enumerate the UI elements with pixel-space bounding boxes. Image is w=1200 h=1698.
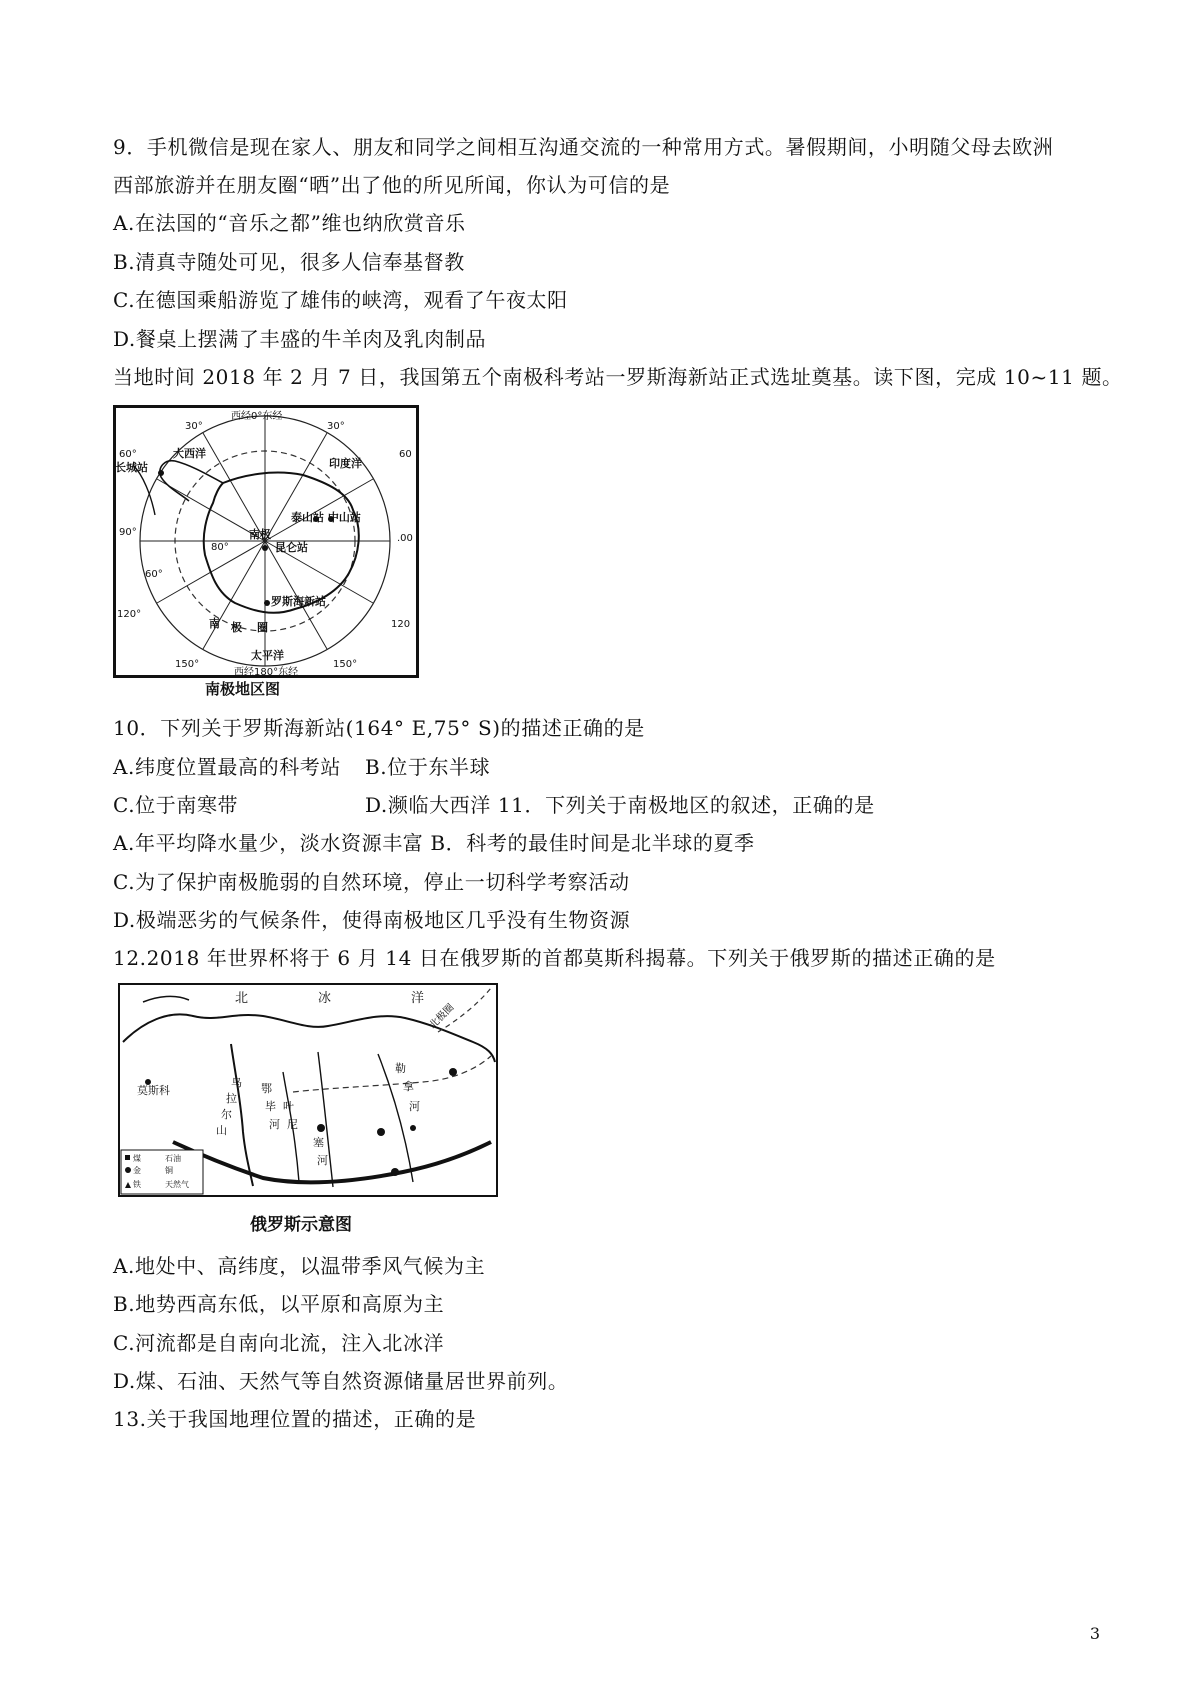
- legend-iron: 铁: [133, 1180, 141, 1189]
- q11-option-d: D.极端恶劣的气候条件，使得南极地区几乎没有生物资源: [113, 908, 631, 932]
- map-deg-30-right: 30°: [327, 421, 345, 432]
- q9-option-d: D.餐桌上摆满了丰盛的牛羊肉及乳肉制品: [113, 327, 487, 351]
- map-deg-150-left: 150°: [175, 659, 200, 670]
- map-deg-60-left: 60°: [119, 449, 137, 460]
- russia-map: [113, 982, 503, 1197]
- russia-ob-2: 毕: [265, 1100, 276, 1113]
- russia-map-caption: 俄罗斯示意图: [250, 1215, 352, 1235]
- legend-gas: 天然气: [165, 1180, 189, 1189]
- russia-lena-2: 拿: [403, 1080, 414, 1093]
- russia-ural-1: 乌: [231, 1076, 242, 1089]
- map-south-pole: 南极: [249, 528, 271, 541]
- map-deg-60-right: 60: [399, 449, 412, 460]
- q12-option-a: A.地处中、高纬度，以温带季风气候为主: [113, 1254, 486, 1278]
- map-deg-30-left: 30°: [185, 421, 203, 432]
- q10-option-d-q11-stem: D.濒临大西洋 11．下列关于南极地区的叙述，正确的是: [365, 793, 875, 817]
- russia-ob-1: 鄂: [261, 1082, 272, 1095]
- map-label-bottom: 西经180°东经: [234, 667, 299, 678]
- legend-gold: 金: [133, 1166, 141, 1175]
- russia-ob-3: 河: [269, 1118, 280, 1131]
- russia-yenisei-2: 尼: [287, 1118, 298, 1131]
- q9-option-c: C.在德国乘船游览了雄伟的峡湾，观看了午夜太阳: [113, 288, 568, 312]
- map-deg-90-right: .00: [397, 533, 413, 544]
- q12-option-d: D.煤、石油、天然气等自然资源储量居世界前列。: [113, 1369, 569, 1393]
- map-label-top: 西经0°东经: [231, 411, 283, 422]
- map-luosihai: 罗斯海新站: [271, 595, 326, 608]
- map-kunlun: 昆仑站: [275, 541, 308, 554]
- russia-moscow: 莫斯科: [137, 1084, 170, 1097]
- q12-stem: 12.2018 年世界杯将于 6 月 14 日在俄罗斯的首都莫斯科揭幕。下列关于俄罗斯的描述正确的是: [113, 946, 996, 970]
- q11-option-c: C.为了保护南极脆弱的自然环境，停止一切科学考察活动: [113, 870, 630, 894]
- q9-option-b: B.清真寺随处可见，很多人信奉基督教: [113, 250, 465, 274]
- legend-coal: 煤: [133, 1154, 141, 1163]
- q10-stem: 10．下列关于罗斯海新站(164° E,75° S)的描述正确的是: [113, 716, 645, 740]
- q9-line1: 9．手机微信是现在家人、朋友和同学之间相互沟通交流的一种常用方式。暑假期间，小明随父母去欧洲: [113, 135, 1054, 159]
- q9-option-a: A.在法国的“音乐之都”维也纳欣赏音乐: [113, 211, 466, 235]
- map-deg-60-inner: 60°: [145, 569, 163, 580]
- q10-option-a: A.纬度位置最高的科考站: [113, 755, 342, 779]
- map-changcheng: 长城站: [115, 461, 148, 474]
- map-deg-150-right: 150°: [333, 659, 358, 670]
- map-indian: 印度洋: [329, 457, 362, 470]
- russia-ural-2: 拉: [226, 1092, 237, 1105]
- antarctica-map: [113, 405, 423, 700]
- russia-label-yang: 洋: [411, 991, 425, 1006]
- legend-oil: 石油: [165, 1154, 181, 1163]
- q11-option-ab: A.年平均降水量少，淡水资源丰富 B．科考的最佳时间是北半球的夏季: [113, 831, 755, 855]
- map-pacific: 太平洋: [251, 649, 284, 662]
- map-deg-120-right: 120: [391, 619, 411, 630]
- map-deg-90-left: 90°: [119, 527, 137, 538]
- q13-stem: 13.关于我国地理位置的描述，正确的是: [113, 1407, 477, 1431]
- map-atlantic: 大西洋: [173, 447, 206, 460]
- russia-lena-3: 河: [409, 1100, 420, 1113]
- map-taishan-zhongshan: 泰山站 中山站: [291, 511, 361, 524]
- q12-option-c: C.河流都是自南向北流，注入北冰洋: [113, 1331, 445, 1355]
- map-circle-2: 极: [231, 621, 242, 634]
- intro-10-11: 当地时间 2018 年 2 月 7 日，我国第五个南极科考站一罗斯海新站正式选址奠基。读下图，完成 10~11 题。: [113, 365, 1123, 389]
- antarctica-map-caption: 南极地区图: [205, 680, 281, 698]
- map-deg-120-left: 120°: [117, 609, 142, 620]
- q12-option-b: B.地势西高东低，以平原和高原为主: [113, 1292, 445, 1316]
- q10-option-b: B.位于东半球: [365, 755, 491, 779]
- map-deg-80: 80°: [211, 542, 229, 553]
- q9-line2: 西部旅游并在朋友圈“晒”出了他的所见所闻，你认为可信的是: [113, 173, 671, 197]
- russia-yenisei-4: 河: [317, 1154, 328, 1167]
- map-circle-1: 南: [209, 617, 220, 630]
- q10-option-c: C.位于南寒带: [113, 793, 239, 817]
- russia-arctic-circle: 北极圈: [427, 1002, 457, 1032]
- legend-copper: 铜: [165, 1166, 173, 1175]
- russia-yenisei-1: 叶: [283, 1100, 294, 1113]
- russia-label-bing: 冰: [318, 991, 332, 1006]
- russia-lena-1: 勒: [395, 1062, 406, 1075]
- page-number: 3: [1089, 1624, 1100, 1643]
- russia-ural-3: 尔: [221, 1108, 232, 1121]
- russia-ural-4: 山: [216, 1124, 227, 1137]
- russia-yenisei-3: 塞: [313, 1136, 324, 1149]
- russia-label-bei: 北: [235, 991, 249, 1006]
- map-circle-3: 圈: [257, 621, 268, 634]
